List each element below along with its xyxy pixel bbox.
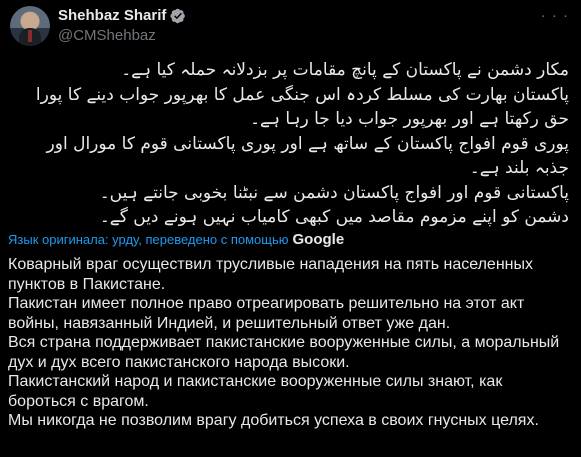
translated-line: Вся страна поддерживает пакистанские вооруженные силы, а моральный дух и дух всего пакистанского народа высоки.	[8, 334, 560, 371]
original-line: پاکستان بھارت کی مسلط کردہ اس جنگی عمل کا بھرپور جواب دینے کا پورا حق رکھتا ہے اور بھرپور جواب دیا جا رہا ہے۔	[35, 84, 569, 129]
verified-badge-icon	[170, 8, 186, 24]
google-logo: Google	[292, 231, 345, 248]
more-options-icon[interactable]: · · ·	[540, 7, 569, 24]
translation-note-text[interactable]: Язык оригинала: урду, переведено с помощью	[8, 232, 289, 247]
original-line: پوری قوم افواج پاکستان کے ساتھ ہے اور پوری پاکستانی قوم کا مورال اور جذبہ بلند ہے۔	[46, 133, 569, 178]
translated-line: Мы никогда не позволим врагу добиться успеха в своих гнусных целях.	[8, 412, 539, 429]
author-handle[interactable]: @CMShehbaz	[58, 27, 156, 44]
translated-line: Коварный враг осуществил трусливые нападения на пять населенных пунктов в Пакистане.	[8, 256, 533, 293]
translation-attribution[interactable]	[8, 231, 344, 248]
original-line: پاکستانی قوم اور افواج پاکستان دشمن سے نبٹنا بخوبی جانتے ہیں۔	[99, 182, 569, 203]
original-line: دشمن کو اپنے مزموم مقاصد میں کبھی کامیاب نہیں ہونے دیں گے۔	[99, 207, 569, 227]
avatar[interactable]	[10, 6, 50, 46]
original-line: مکار دشمن نے پاکستان کے پانچ مقامات پر بزدلانہ حملہ کیا ہے۔	[121, 60, 569, 80]
original-tweet-text	[8, 58, 569, 230]
translated-line: Пакистанский народ и пакистанские вооруженные силы знают, как бороться с врагом.	[8, 373, 503, 410]
translated-tweet-text	[8, 255, 573, 431]
name-row	[58, 7, 186, 24]
avatar-tie	[28, 30, 32, 42]
translated-line: Пакистан имеет полное право отреагировать решительно на этот акт войны, навязанный Индией, и решительный ответ уже дан.	[8, 295, 525, 332]
author-display-name[interactable]: Shehbaz Sharif	[58, 7, 167, 24]
tweet-header	[10, 6, 571, 46]
